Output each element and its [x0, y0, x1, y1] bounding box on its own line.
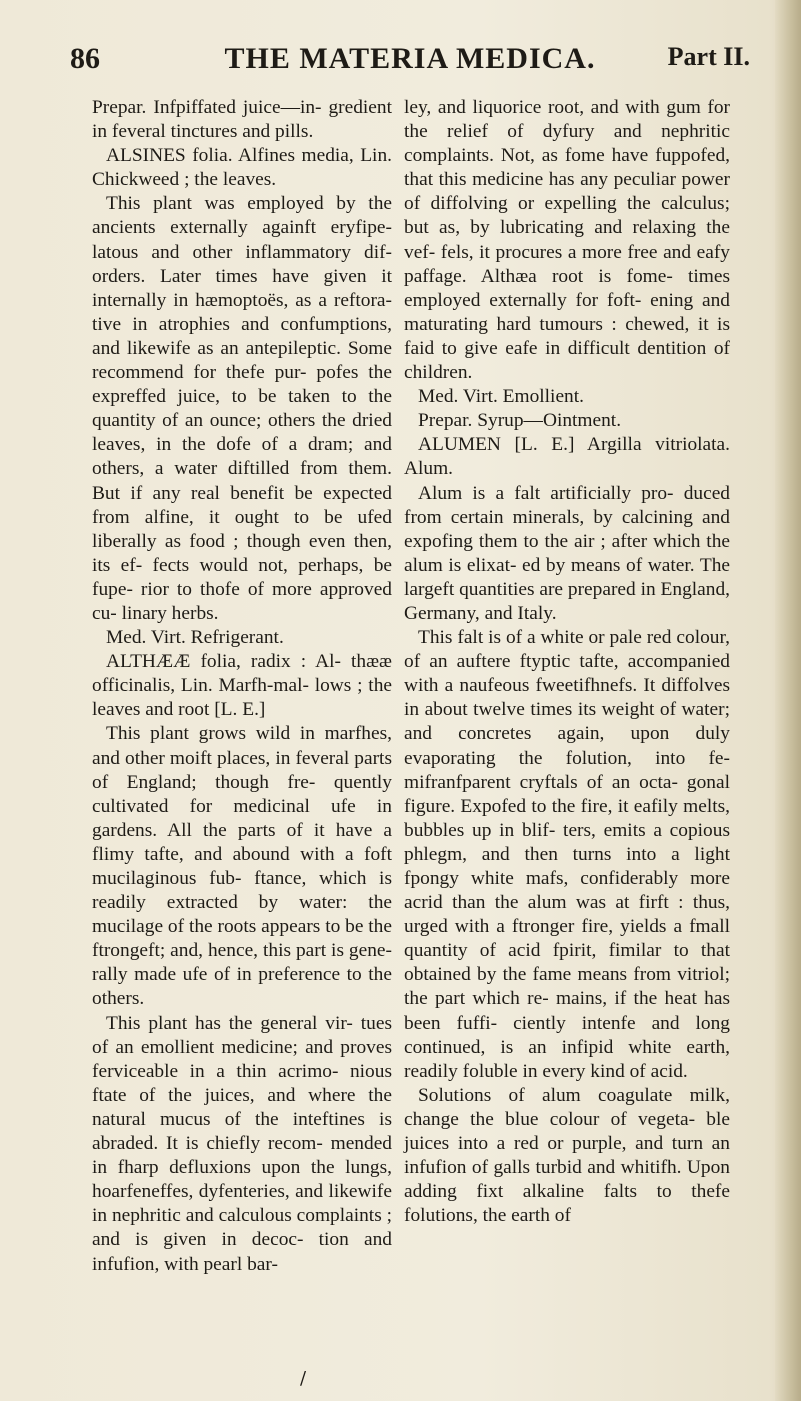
- entry-heading-althaea: ALTHÆÆ folia, radix : Al- thææ officinalis, Lin. Marfh-mal- lows ; the leaves and root [L. E.]: [92, 651, 392, 721]
- paragraph: ley, and liquorice root, and with gum for the relief of dyfury and nephritic complaints. Not, as fome have fuppofed, that this medicine has any peculiar power of diffolving or expelling the calculus; but as, by lubricating and relaxing the vef- fels, it procures a more free and eafy paffage. Althæa root is fome- times employed externally for foft- ening and maturating hard tumours : chewed, it is faid to give eafe in difficult dentition of children.: [404, 97, 730, 384]
- entry-heading-alsines: ALSINES folia. Alfines media, Lin. Chickweed ; the leaves.: [92, 145, 392, 191]
- page-edge: [775, 0, 801, 1401]
- part-label: Part II.: [667, 42, 750, 71]
- preparations: Prepar. Syrup—Ointment.: [418, 410, 622, 432]
- paragraph: Prepar. Infpiffated juice—in- gredient in feveral tinctures and pills.: [92, 97, 392, 143]
- paragraph: This plant was employed by the ancients externally againft eryfipe- latous and other inflammatory dif- orders. Later times have given it internally in hæmoptoës, as a reftora- tive in atrophies and confumptions, and likewife as an antepileptic. Some recommend for thefe pur- pofes the expreffed juice, to be taken to the quantity of an ounce; others the dried leaves, in the dofe of a dram; and others, a water diftilled from them. But if any real benefit be expected from alfine, it ought to be ufed liberally as food ; though even then, its ef- fects would not, perhaps, be fupe- rior to thofe of more approved cu- linary herbs.: [92, 193, 392, 624]
- left-column: [92, 96, 392, 1277]
- paragraph: This falt is of a white or pale red colour, of an auftere ftyptic tafte, accompanied with a naufeous fweetifhnefs. It diffolves in about twelve times its weight of water; and concretes again, upon duly evaporating the folution, into fe- mifranfparent cryftals of an octa- gonal figure. Expofed to the fire, it eafily melts, bubbles up in blif- ters, emits a copious phlegm, and then turns into a light fpongy white mafs, confiderably more acrid than the alum was at firft : thus, urged with a ftronger fire, yields a fmall quantity of acid fpirit, fimilar to that obtained by the fame means from vitriol; the part which re- mains, if the heat has been fuffi- ciently intenfe and long continued, is an infipid white earth, readily foluble in every kind of acid.: [404, 627, 730, 1082]
- paragraph: Alum is a falt artificially pro- duced from certain minerals, by calcining and expofing them to the air ; after which the alum is elixat- ed by means of water. The largeft quantities are prepared in England, Germany, and Italy.: [404, 482, 730, 624]
- footer-catchmark: /: [300, 1368, 307, 1389]
- entry-heading-alumen: ALUMEN [L. E.] Argilla vitriolata. Alum.: [404, 434, 730, 480]
- paragraph: This plant has the general vir- tues of an emollient medicine; and proves ferviceable in a thin acrimo- nious ftate of the juices, and where the natural mucus of the inteftines is abraded. It is chiefly recom- mended in fharp defluxions upon the lungs, hoarfeneffes, dyfenteries, and likewife in nephritic and calculous complaints ; and is given in decoc- tion and infufion, with pearl bar-: [92, 1012, 392, 1275]
- paragraph: This plant grows wild in marfhes, and other moift places, in feveral parts of England; though fre- quently cultivated for medicinal ufe in gardens. All the parts of it have a flimy tafte, and abound with a foft mucilaginous fub- ftance, which is readily extracted by water: the mucilage of the roots appears to be the ftrongeft; and, hence, this part is gene- rally made ufe of in preference to the others.: [92, 723, 392, 1010]
- medical-virtue: Med. Virt. Emollient.: [418, 386, 584, 408]
- page-number: 86: [70, 42, 100, 75]
- right-column: [404, 96, 730, 1228]
- medical-virtue: Med. Virt. Refrigerant.: [106, 627, 284, 649]
- running-title: THE MATERIA MEDICA.: [224, 42, 596, 75]
- running-header: [70, 42, 750, 82]
- paragraph: Solutions of alum coagulate milk, change the blue colour of vegeta- ble juices into a red or purple, and turn an infufion of galls turbid and whitifh. Upon adding fixt alkaline falts to thefe folutions, the earth of: [404, 1084, 730, 1227]
